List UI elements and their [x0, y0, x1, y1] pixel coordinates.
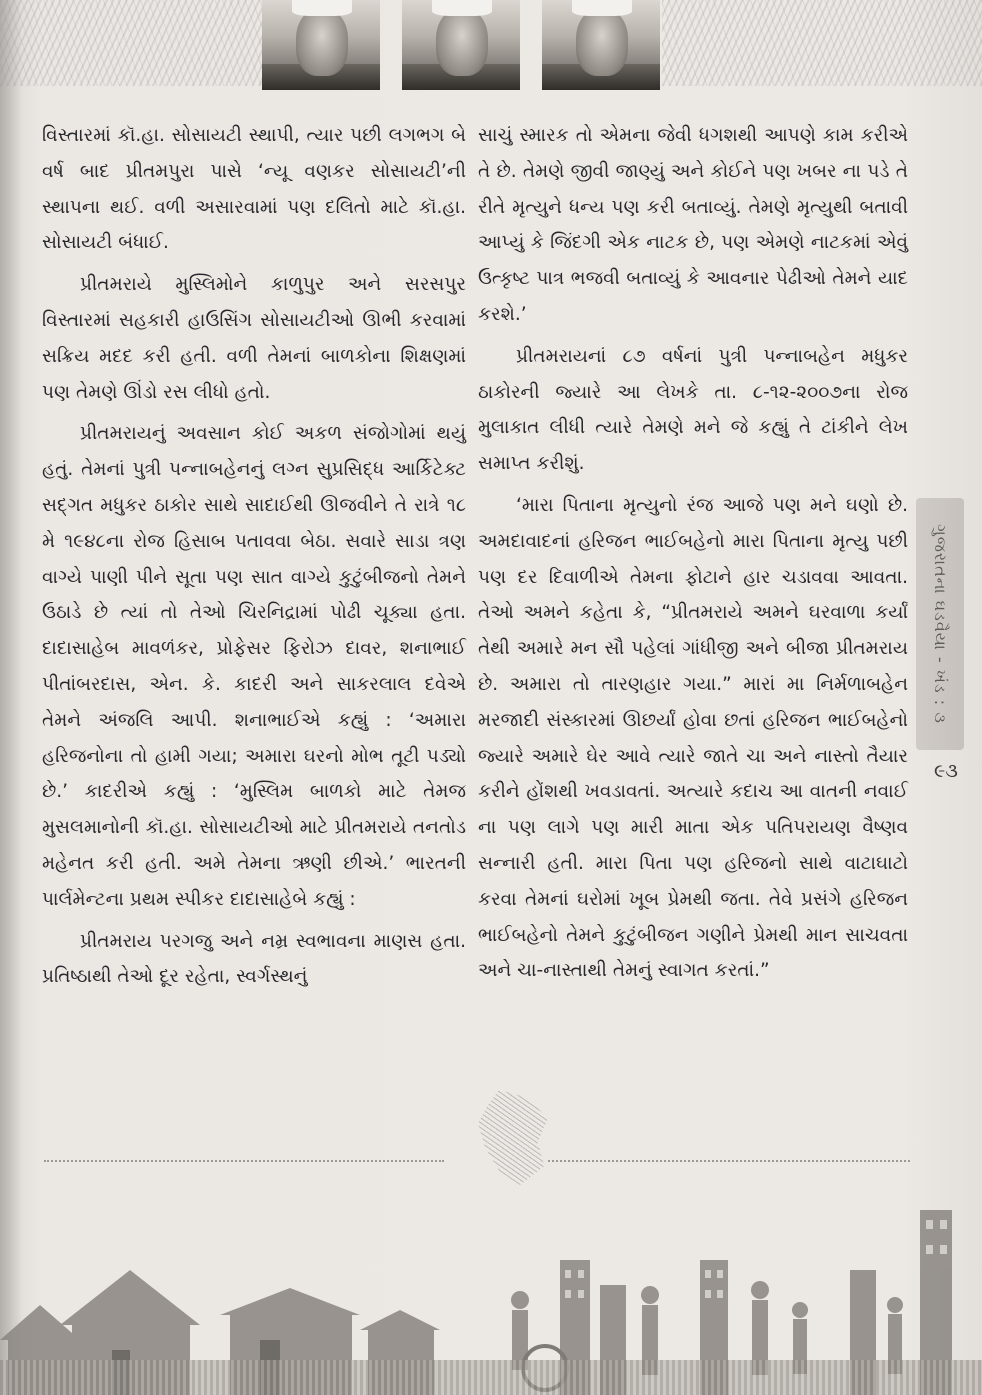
portrait-strip: [262, 0, 662, 92]
paragraph: પ્રીતમરાયે મુસ્લિમોને કાળુપુર અને સરસપુર વિસ્તારમાં સહકારી હાઉસિંગ સોસાયટીઓ ઊભી કરવામાં સક્રિય મદદ કરી હતી. વળી તેમનાં બાળકોના શિક્ષણમાં પણ તેમણે ઊંડો રસ લીધો હતો.: [42, 274, 466, 403]
header-scribble-right: [662, 0, 982, 86]
right-text-column: [478, 118, 908, 989]
header-scribble-left: [0, 0, 262, 86]
side-tab-label: ગુજરાતના ઘડવૈયા - ખંડ : ૩: [931, 524, 950, 724]
footer-divider-right: [548, 1160, 910, 1162]
paragraph: વિસ્તારમાં કૉ.હા. સોસાયટી સ્થાપી, ત્યાર પછી લગભગ બે વર્ષ બાદ પ્રીતમપુરા પાસે ‘ન્યૂ વણકર સોસાયટી’ની સ્થાપના થઈ. વળી અસારવામાં પણ દલિતો માટે કૉ.હા. સોસાયટી બંધાઈ.: [42, 125, 466, 254]
paragraph: પ્રીતમરાયનાં ૮૭ વર્ષનાં પુત્રી પન્નાબહેન મધુકર ઠાકોરની જ્યારે આ લેખકે તા. ૮-૧૨-૨૦૦૭ના રોજ મુલાકાત લીધી ત્યારે તેમણે મને જે કહ્યું તે ટાંકીને લેખ સમાપ્ત કરીશું.: [478, 345, 908, 475]
paragraph: પ્રીતમરાય પરગજુ અને નમ્ર સ્વભાવના માણસ હતા. પ્રતિષ્ઠાથી તેઓ દૂર રહેતા, સ્વર્ગસ્થનું: [42, 930, 466, 988]
paragraph: પ્રીતમરાયનું અવસાન કોઈ અકળ સંજોગોમાં થયું હતું. તેમનાં પુત્રી પન્નાબહેનનું લગ્ન સુપ્રસિદ્ધ આર્કિટેક્ટ સદ્‌ગત મધુકર ઠાકોર સાથે સાદાઈથી ઊજવીને તે રાત્રે ૧૮ મે ૧૯૪૮ના રોજ હિસાબ પતાવવા બેઠા. સવારે સાડા ત્રણ વાગ્યે પાણી પીને સૂતા પણ સાત વાગ્યે કુટુંબીજનો તેમને ઉઠાડે છે ત્યાં તો તેઓ ચિરનિદ્રામાં પોઢી ચૂક્યા હતા. દાદાસાહેબ માવળંકર, પ્રોફેસર ફિરોઝ દાવર, શનાભાઈ પીતાંબરદાસ, એન. કે. કાદરી અને સાકરલાલ દવેએ તેમને અંજલિ આપી. શનાભાઈએ કહ્યું : ‘અમારા હરિજનોના તો હામી ગયા; અમારા ઘરનો મોભ તૂટી પડ્યો છે.’ કાદરીએ કહ્યું : ‘મુસ્લિમ બાળકો માટે તેમજ મુસલમાનોની કૉ.હા. સોસાયટીઓ માટે પ્રીતમરાયે તનતોડ મહેનત કરી હતી. અમે તેમના ઋણી છીએ.’ ભારતની પાર્લમેન્ટના પ્રથમ સ્પીકર દાદાસાહેબે કહ્યું :: [42, 423, 466, 910]
footer-divider-left: [44, 1160, 444, 1162]
gujarat-map-sketch: [478, 1090, 548, 1185]
page-number: ૯૩: [934, 760, 958, 782]
paragraph: સાચું સ્મારક તો એમના જેવી ધગશથી આપણે કામ કરીએ તે છે. તેમણે જીવી જાણ્યું અને કોઈને પણ ખબર ના પડે તે રીતે મૃત્યુને ધન્ય પણ કરી બતાવ્યું. તેમણે મૃત્યુથી બતાવી આપ્યું કે જિંદગી એક નાટક છે, પણ એમણે નાટકમાં એવું ઉત્કૃષ્ટ પાત્ર ભજવી બતાવ્યું કે આવનાર પેઢીઓ તેમને યાદ કરશે.’: [478, 125, 908, 325]
ground-strip: [0, 1360, 982, 1395]
portrait-photo: [262, 0, 380, 90]
left-text-column: [42, 118, 466, 995]
portrait-photo: [402, 0, 520, 90]
side-chapter-tab: [916, 498, 964, 750]
page-gutter-shadow: [0, 0, 22, 1395]
portrait-photo: [542, 0, 660, 90]
paragraph: ‘મારા પિતાના મૃત્યુનો રંજ આજે પણ મને ઘણો છે. અમદાવાદનાં હરિજન ભાઈબહેનો મારા પિતાના મૃત્યુ પછી પણ દર દિવાળીએ તેમના ફોટાને હાર ચડાવવા આવતા. તેઓ અમને કહેતા કે, “પ્રીતમરાયે અમને ઘરવાળા કર્યાં તેથી અમારે મન સૌ પહેલાં ગાંધીજી અને બીજા પ્રીતમરાય છે. અમારા તો તારણહાર ગયા.” મારાં મા નિર્મળાબહેન મરજાદી સંસ્કારમાં ઊછર્યાં હોવા છતાં હરિજન ભાઈબહેનો જ્યારે અમારે ઘેર આવે ત્યારે જાતે ચા અને નાસ્તો તૈયાર કરીને હોંશથી ખવડાવતાં. અત્યારે કદાચ આ વાતની નવાઈ ના પણ લાગે પણ મારી માતા એક પતિપરાયણ વૈષ્ણવ સન્નારી હતી. મારા પિતા પણ હરિજનો સાથે વાટાઘાટો કરવા તેમનાં ઘરોમાં ખૂબ પ્રેમથી જતા. તેવે પ્રસંગે હરિજન ભાઈબહેનો તેમને કુટુંબીજન ગણીને પ્રેમથી માન સાચવતા અને ચા-નાસ્તાથી તેમનું સ્વાગત કરતાં.”: [478, 494, 908, 982]
